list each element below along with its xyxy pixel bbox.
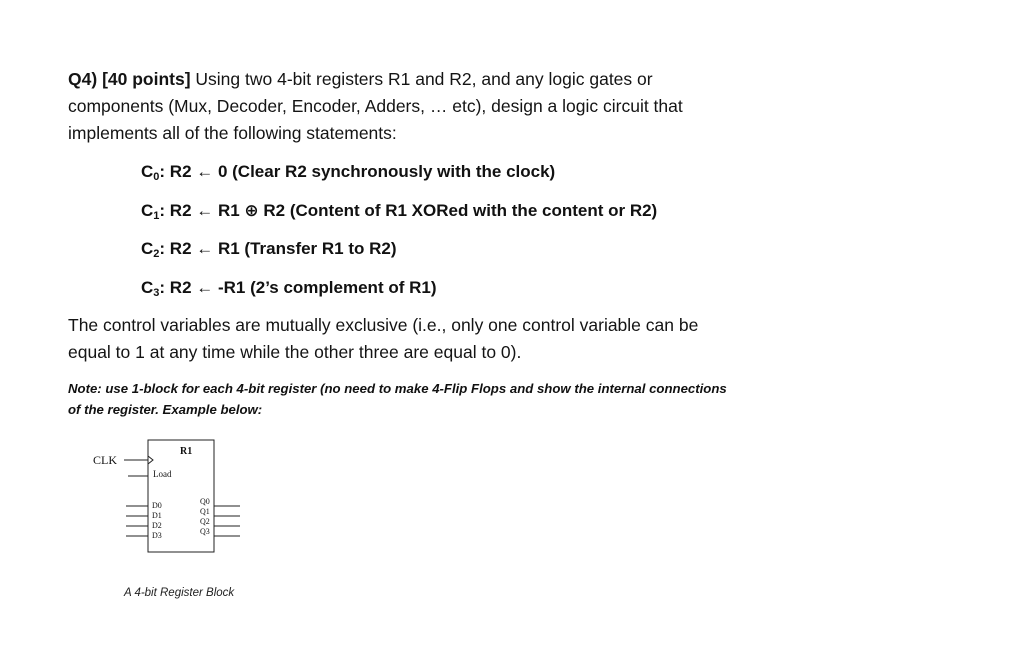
input-label-d2: D2 <box>152 521 162 530</box>
note-line-1: Note: use 1-block for each 4-bit register (no need to make 4-Flip Flops and show the internal connections <box>68 381 727 396</box>
input-label-d0: D0 <box>152 501 162 510</box>
load-label: Load <box>153 469 172 479</box>
statement-c0: $C_0$: R2 ← 0 (Clear R2 synchronously with the clock) <box>141 162 556 183</box>
control-text-2: equal to 1 at any time while the other three are equal to 0). <box>68 342 522 362</box>
statement-c1: $C_1$: R2 ← R1 ⊕ R2 (Content of R1 XORed with the content or R2) <box>141 200 658 222</box>
input-label-d3: D3 <box>152 531 162 540</box>
output-label-q1: Q1 <box>200 507 210 516</box>
question-intro-2: components (Mux, Decoder, Encoder, Adders, … etc), design a logic circuit that <box>68 96 683 116</box>
question-label: Q4) <box>68 69 98 89</box>
register-block-figure <box>90 436 260 561</box>
note-line-2: of the register. Example below: <box>68 402 263 417</box>
register-diagram <box>90 436 260 566</box>
output-label-q0: Q0 <box>200 497 210 506</box>
control-variables-text <box>68 312 788 366</box>
question-text <box>68 66 788 147</box>
question-line-1 <box>68 66 788 93</box>
output-label-q3: Q3 <box>200 527 210 536</box>
input-label-d1: D1 <box>152 511 162 520</box>
statement-c2: $C_2$: R2 ← R1 (Transfer R1 to R2) <box>141 239 397 260</box>
question-points: [40 points] <box>102 69 191 89</box>
control-text-1: The control variables are mutually exclusive (i.e., only one control variable can be <box>68 315 699 335</box>
diagram-caption: A 4-bit Register Block <box>124 587 235 599</box>
register-name: R1 <box>180 446 193 457</box>
statement-list <box>141 158 657 312</box>
statement-c3: $C_3$: R2 ← -R1 (2’s complement of R1) <box>141 277 437 299</box>
question-intro-3: implements all of the following statements: <box>68 123 397 143</box>
question-intro-1: Using two 4-bit registers R1 and R2, and any logic gates or <box>190 69 653 89</box>
note-text <box>68 378 788 420</box>
clk-label: CLK <box>93 453 117 467</box>
output-label-q2: Q2 <box>200 517 210 526</box>
